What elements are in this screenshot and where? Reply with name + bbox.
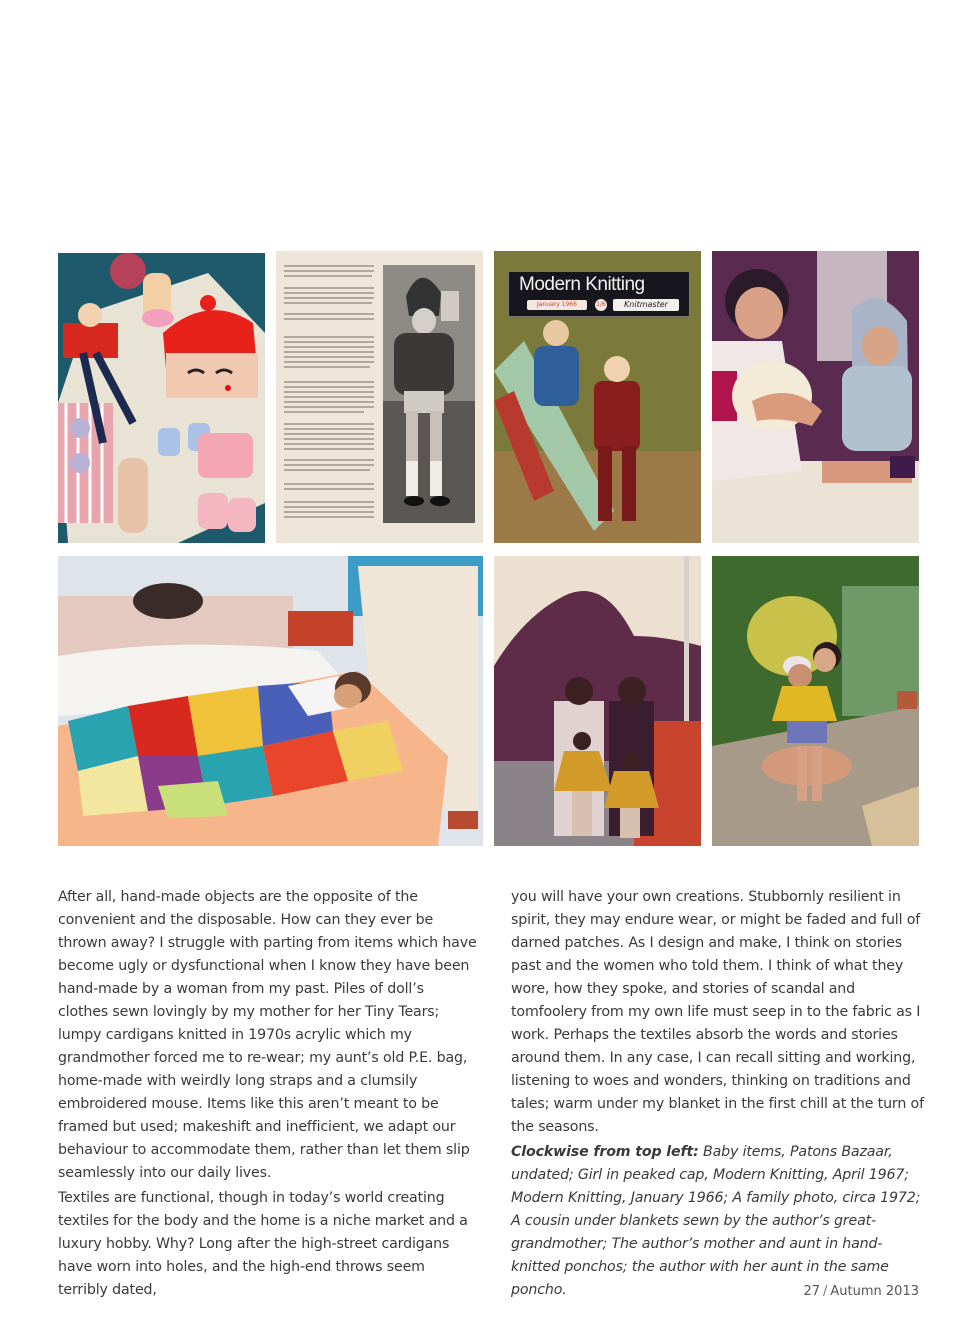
photo-author-with-aunt (712, 556, 919, 846)
photo-mother-aunt-ponchos (494, 556, 701, 846)
article-paragraph: After all, hand-made objects are the opposite of the convenient and the disposable. How can they ever be thrown away? I struggle with parting from items which have become ugly or dysfunctional when I know they have been hand-made by a woman from my past. Piles of doll’s clothes sewn lovingly by my mother for her Tiny Tears; lumpy cardigans knitted in 1970s acrylic which my grandmother forced me to re-wear; my aunt’s old P.E. bag, home-made with weirdly long straps and a clumsily embroidered mouse. Items like this aren’t meant to be framed but used; makeshift and inefficient, we adapt our behaviour to accommodate them, rather than let them slip seamlessly into our daily lives. (58, 889, 477, 1181)
photo-family-1972 (712, 251, 919, 543)
photo-cousin-under-blankets (58, 556, 483, 846)
caption-lead: Clockwise from top left: (511, 1144, 699, 1160)
article-paragraph: Textiles are functional, though in today’s world creating textiles for the body and the home is a niche market and a luxury hobby. Why? Long after the high-street cardigans have worn into holes, and the high-end throws seem terribly dated, (58, 1190, 468, 1298)
caption-text: Baby items, Patons Bazaar, undated; Girl in peaked cap, Modern Knitting, April 1967; Modern Knitting, January 1966; A family photo, circa 1972; A cousin under blankets sewn by the author’s great-grandmother; The author’s mother and aunt in hand-knitted ponchos; the author with her aunt in the same poncho. (511, 1144, 921, 1298)
photo-girl-in-peaked-cap (276, 251, 483, 543)
masthead-title: Modern Knitting (519, 274, 645, 295)
masthead-banner (508, 271, 690, 317)
article-column-right (511, 886, 926, 1304)
issue-label: January 1966 (527, 300, 587, 310)
folio-separator: / (823, 1284, 828, 1299)
photo-caption (511, 1141, 926, 1302)
article-paragraph: you will have your own creations. Stubbornly resilient in spirit, they may endure wear, or might be faded and full of darned patches. As I design and make, I think on stories past and the women who told them. I think of what they wore, how they spoke, and stories of scandal and tomfoolery from my own life must seep in to the fabric as I work. Perhaps the textiles absorb the words and stories around them. In any case, I can recall sitting and working, listening to woes and wonders, thinking on traditions and tales; warm under my blanket in the first chill at the turn of the seasons. (511, 889, 924, 1135)
photo-baby-items (58, 253, 265, 543)
brand-label: Knitmaster (613, 299, 679, 311)
photo-modern-knitting-cover (494, 251, 701, 543)
page-number: 27 (803, 1284, 821, 1299)
issue-name: Autumn 2013 (830, 1284, 919, 1299)
folio (803, 1284, 919, 1299)
article-column-left (58, 886, 478, 1304)
price-label: 1/6 (595, 299, 607, 311)
